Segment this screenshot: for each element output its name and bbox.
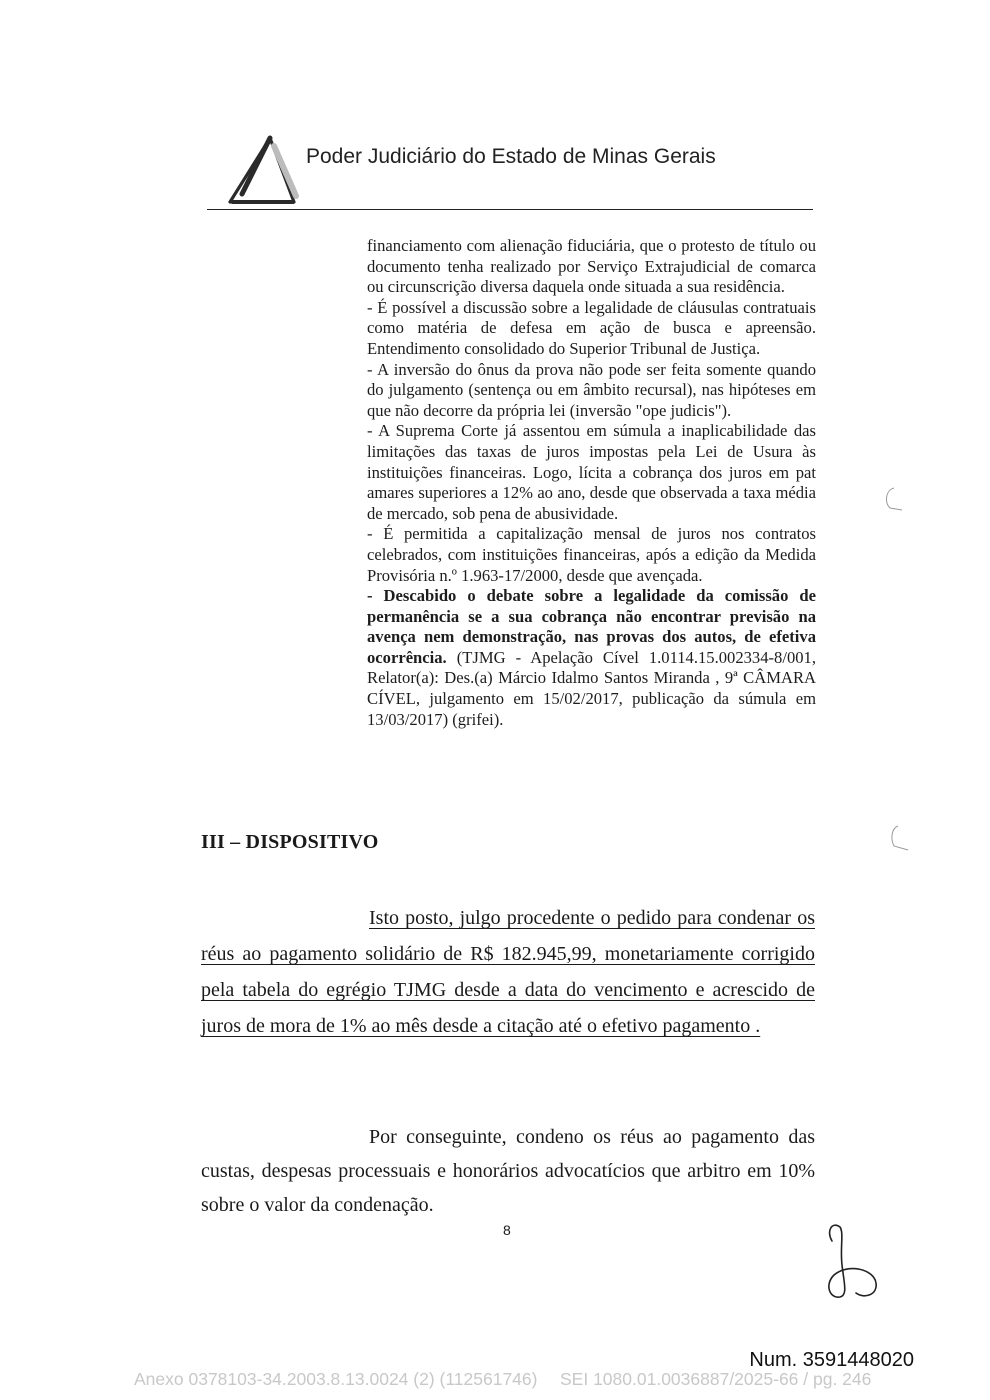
- page-number: 8: [503, 1222, 511, 1238]
- page-header: [222, 132, 822, 212]
- citation-paragraph-last: [367, 586, 816, 730]
- section-heading: III – DISPOSITIVO: [201, 831, 379, 853]
- citation-reference-text: (TJMG - Apelação Cível 1.0114.15.002334-8/001, Relator(a): Des.(a) Márcio Idalmo Santos Miranda , 9ª CÂMARA CÍVEL, julgamento em 15/02/2017, publicação da súmula em 13/03/2017) (grifei).: [367, 647, 816, 729]
- court-name-title: Poder Judiciário do Estado de Minas Gerais: [306, 145, 716, 168]
- costs-text: Por conseguinte, condeno os réus ao pagamento das custas, despesas processuais e honorários advocatícios que arbitro em 10% sobre o valor da condenação.: [201, 1126, 815, 1216]
- footer-sei-ref: SEI 1080.01.0036887/2025-66 / pg. 246: [560, 1369, 872, 1389]
- footer-annex-ref: Anexo 0378103-34.2003.8.13.0024 (2) (112561746): [134, 1369, 538, 1389]
- triangle-logo-icon: [222, 132, 304, 208]
- ruling-text: Isto posto, julgo procedente o pedido para condenar os réus ao pagamento solidário de R$ 182.945,99, monetariamente corrigido pela tabela do egrégio TJMG desde a data do vencimento e acrescido de juros de mora de 1% ao mês desde a citação até o efetivo pagamento .: [201, 907, 815, 1037]
- citation-bold-text: - Descabido o debate sobre a legalidade da comissão de permanência se a sua cobrança não encontrar previsão na avença nem demonstração, nas provas dos autos, de efetiva ocorrência.: [367, 586, 816, 667]
- costs-paragraph: [201, 1120, 815, 1222]
- document-number: Num. 3591448020: [749, 1349, 914, 1371]
- margin-mark-icon: [878, 818, 918, 858]
- citation-paragraph: - A inversão do ônus da prova não pode ser feita somente quando do julgamento (sentença ou em âmbito recursal), nas hipóteses em que não decorre da própria lei (inversão "ope judicis").: [367, 359, 816, 420]
- citation-paragraph: - É permitida a capitalização mensal de juros nos contratos celebrados, com instituições financeiras, após a edição da Medida Provisória n.º 1.963-17/2000, desde que avençada.: [367, 524, 816, 585]
- citation-block: [367, 236, 816, 730]
- handwritten-initials-icon: [818, 1213, 888, 1303]
- citation-paragraph: - A Suprema Corte já assentou em súmula a inaplicabilidade das limitações das taxas de juros impostas pela Lei de Usura às instituições financeiras. Logo, lícita a cobrança dos juros em pat amares superiores a 12% ao ano, desde que observada a taxa média de mercado, sob pena de abusividade.: [367, 421, 816, 523]
- citation-paragraph: financiamento com alienação fiduciária, que o protesto de título ou documento tenha realizado por Serviço Extrajudicial de comarca ou circunscrição diversa daquela onde situada a sua residência.: [367, 236, 816, 297]
- margin-mark-icon: [872, 478, 912, 518]
- ruling-paragraph: [201, 900, 815, 1044]
- header-divider: [207, 209, 813, 210]
- citation-paragraph: - É possível a discussão sobre a legalidade de cláusulas contratuais como matéria de defesa em ação de busca e apreensão. Entendimento consolidado do Superior Tribunal de Justiça.: [367, 297, 816, 358]
